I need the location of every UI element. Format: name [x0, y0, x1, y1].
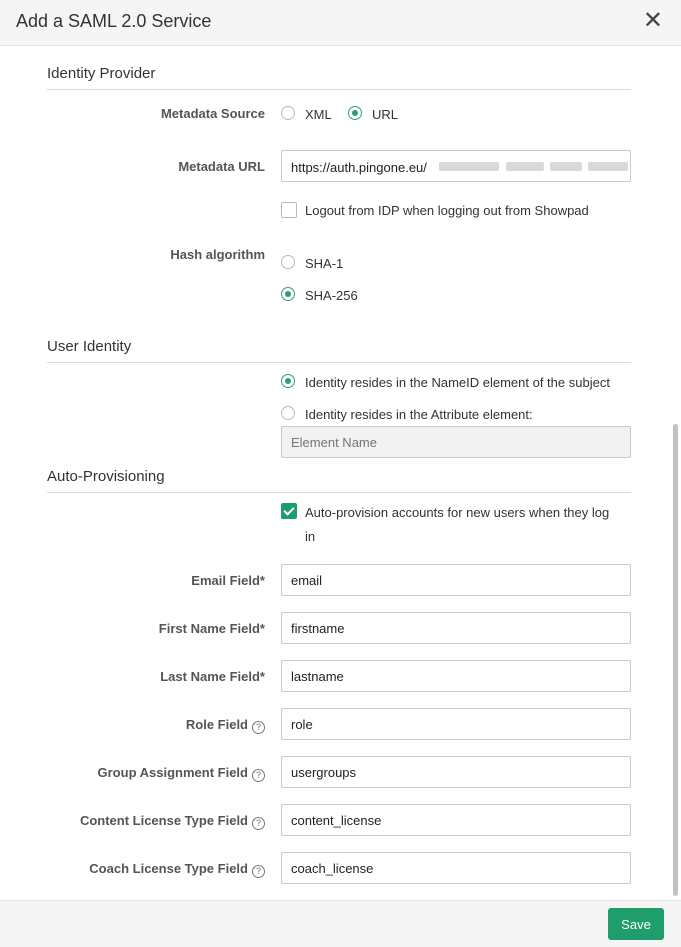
metadata-url-label: Metadata URL [178, 159, 265, 174]
help-icon[interactable]: ? [252, 865, 265, 878]
radio-xml[interactable] [281, 106, 295, 120]
section-title-user-identity: User Identity [47, 338, 132, 355]
last-name-field-input[interactable] [281, 660, 631, 692]
group-field-label [98, 765, 265, 782]
content-license-field-label-text: Content License Type Field [79, 813, 248, 828]
metadata-url-input[interactable] [281, 150, 631, 182]
group-field-input[interactable] [281, 756, 631, 788]
coach-license-field-input[interactable] [281, 852, 631, 884]
logout-idp-label: Logout from IDP when logging out from Showpad [305, 203, 589, 218]
close-icon[interactable]: ✕ [642, 7, 663, 34]
role-field-input[interactable] [281, 708, 631, 740]
hash-algorithm-label: Hash algorithm [170, 247, 265, 262]
redacted-text [506, 162, 544, 171]
metadata-source-label: Metadata Source [160, 106, 265, 121]
coach-license-field-label-text: Coach License Type Field [89, 861, 248, 876]
first-name-field-input[interactable] [281, 612, 631, 644]
email-field-input[interactable] [281, 564, 631, 596]
section-title-auto-provisioning: Auto-Provisioning [47, 468, 165, 485]
auto-provision-checkbox[interactable] [281, 503, 297, 519]
section-divider [47, 89, 631, 90]
radio-sha256-label: SHA-256 [305, 288, 358, 303]
dialog-header [0, 0, 681, 46]
dialog-footer [0, 900, 681, 947]
radio-sha1-label: SHA-1 [305, 256, 344, 271]
radio-sha1[interactable] [281, 255, 295, 269]
help-icon[interactable]: ? [252, 721, 265, 734]
section-divider [47, 362, 631, 363]
redacted-text [550, 162, 582, 171]
radio-url-label: URL [372, 107, 399, 122]
section-title-identity-provider: Identity Provider [47, 65, 156, 82]
group-field-label-text: Group Assignment Field [97, 765, 248, 780]
radio-identity-attribute-label: Identity resides in the Attribute element: [305, 407, 533, 422]
content-license-field-input[interactable] [281, 804, 631, 836]
dialog-title: Add a SAML 2.0 Service [16, 11, 212, 31]
radio-url[interactable] [348, 106, 362, 120]
section-divider [47, 492, 631, 493]
save-button[interactable]: Save [608, 908, 664, 940]
radio-identity-nameid[interactable] [281, 374, 295, 388]
auto-provision-label-line1: Auto-provision accounts for new users when they log [305, 505, 610, 520]
radio-sha256[interactable] [281, 287, 295, 301]
redacted-text [439, 162, 499, 171]
scrollbar-thumb[interactable] [673, 424, 678, 896]
radio-identity-nameid-label: Identity resides in the NameID element of the subject [305, 375, 610, 390]
coach-license-field-label [89, 861, 265, 878]
help-icon[interactable]: ? [252, 817, 265, 830]
help-icon[interactable]: ? [252, 769, 265, 782]
role-field-label-text: Role Field [185, 717, 248, 732]
last-name-field-label: Last Name Field* [160, 669, 265, 684]
radio-xml-label: XML [305, 107, 332, 122]
logout-idp-checkbox[interactable] [281, 202, 297, 218]
metadata-url-value: https://auth.pingone.eu/ [291, 160, 427, 175]
email-field-label: Email Field* [191, 573, 265, 588]
first-name-field-label: First Name Field* [158, 621, 265, 636]
radio-identity-attribute[interactable] [281, 406, 295, 420]
content-license-field-label [80, 813, 265, 830]
auto-provision-label-line2: in [305, 529, 316, 544]
redacted-text [588, 162, 628, 171]
element-name-input[interactable] [281, 426, 631, 458]
role-field-label [186, 717, 265, 734]
